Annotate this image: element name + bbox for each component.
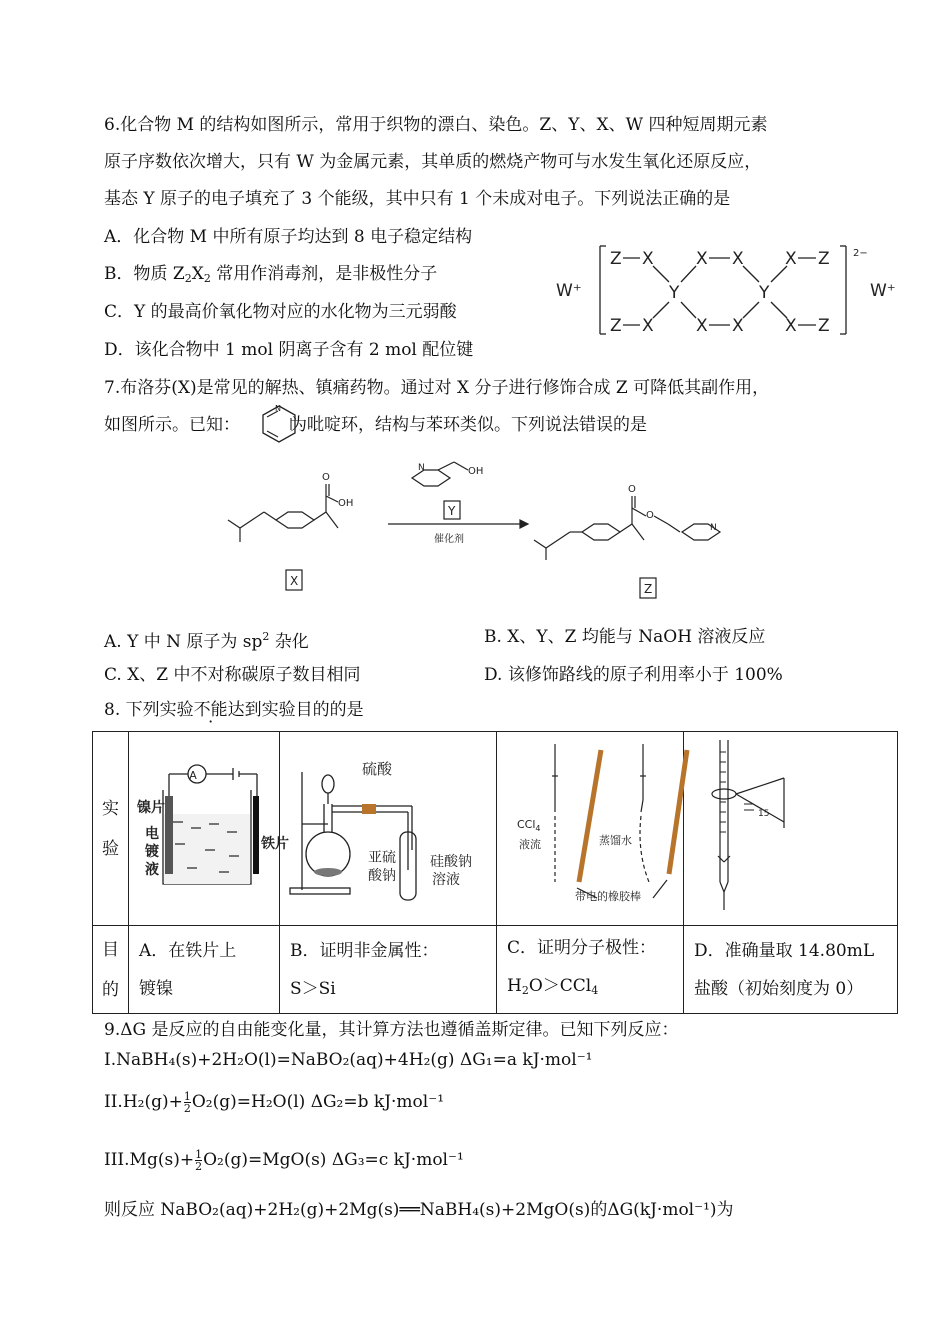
pyridine-ring-icon [256,402,302,446]
purpose-c: C．证明分子极性： $H_2O>CCl_4$ [497,926,684,1014]
svg-text:硫酸: 硫酸 [362,760,393,778]
svg-text:OH: OH [338,498,354,509]
catalyst-label: 催化剂 [434,534,464,545]
q7-stem-line2: 如图所示。已知： 为吡啶环，结构与苯环类似。下列说法错误的是 [104,415,647,435]
cation-right: W⁺ [870,281,896,301]
svg-text:N: N [710,523,717,533]
q7-stem-line1: 7.布洛芬(X)是常见的解热、镇痛药物。通过对 X 分子进行修饰合成 Z 可降低其副作用， [104,378,770,398]
svg-text:X: X [696,249,708,269]
figure-b-acid-strength [280,732,497,926]
purpose-a: A．在铁片上 镀镍 [129,926,280,1014]
svg-text:硅酸钠: 硅酸钠 [430,854,472,870]
q9-reaction-1: I.NaBH₄(s)+2H₂O(l)=NaBO₂(aq)+4H₂(g) ΔG₁=a kJ·mol⁻¹ [104,1050,593,1070]
svg-text:Y: Y [759,283,770,303]
row-header-purpose: 目 的 [93,926,129,1014]
svg-text:溶液: 溶液 [432,872,460,888]
svg-text:X: X [785,316,797,336]
svg-text:X: X [785,249,797,269]
svg-text:A: A [189,769,197,782]
label-y: Y [448,504,456,518]
svg-text:OH: OH [468,466,484,477]
svg-text:Z: Z [610,249,622,269]
figure-a-electroplating [129,732,289,926]
q7-option-d: D. 该修饰路线的原子利用率小于 100% [484,665,783,685]
svg-text:O: O [322,472,330,483]
svg-text:N: N [275,404,281,413]
svg-text:镍片: 镍片 [137,800,165,816]
svg-text:X: X [642,249,654,269]
q6-anion-structure [550,238,910,338]
svg-text:N: N [418,463,425,473]
q6-option-b: B．物质 $Z_2X_2$ 常用作消毒剂，是非极性分子 [104,264,438,285]
cation-left: W⁺ [556,281,582,301]
q7-reaction-scheme [222,450,742,600]
label-x: X [290,574,299,588]
svg-text:电: 电 [145,826,159,842]
q6-stem-line2: 原子序数依次增大，只有 W 为金属元素，其单质的燃烧产物可与水发生氧化还原反应， [104,152,762,172]
q9-reaction-2: II.H₂(g)+ $\frac{1}{2}$ O₂(g)=H₂O(l) ΔG₂=b kJ·mol⁻¹ [104,1090,445,1115]
row-header-experiment: 实 验 [93,732,129,926]
q6-option-d: D．该化合物中 1 mol 阴离子含有 2 mol 配位键 [104,340,474,360]
svg-text:O: O [628,484,636,495]
svg-text:CCl4: CCl$_4$ [517,818,541,833]
q6-option-a: A．化合物 M 中所有原子均达到 8 电子稳定结构 [104,227,473,247]
svg-text:液: 液 [145,862,159,878]
figure-c-polarity [497,732,684,926]
q7-option-c: C. X、Z 中不对称碳原子数目相同 [104,665,361,685]
svg-text:X: X [696,316,708,336]
svg-text:X: X [732,249,744,269]
svg-text:Z: Z [818,249,830,269]
svg-text:X: X [732,316,744,336]
q7-option-a: A. Y 中 N 原子为 $sp^2$ 杂化 [104,630,309,652]
charge-label: 2− [853,248,868,259]
svg-text:Y: Y [669,283,680,303]
q6-option-c: C．Y 的最高价氧化物对应的水化物为三元弱酸 [104,302,457,322]
q9-reaction-3: III.Mg(s)+ $\frac{1}{2}$ O₂(g)=MgO(s) ΔG₃=c kJ·mol⁻¹ [104,1148,464,1173]
q8-experiment-table [92,731,898,1014]
figure-d-burette [684,732,898,926]
q9-question: 则反应 NaBO₂(aq)+2H₂(g)+2Mg(s)══NaBH₄(s)+2MgO(s)的ΔG(kJ·mol⁻¹)为 [104,1200,734,1220]
q8-stem: 8. 下列实验不能达到实验目的的是 [104,700,364,720]
q6-stem-line1: 6.化合物 M 的结构如图所示，常用于织物的漂白、染色。Z、Y、X、W 四种短周期元素 [104,115,768,135]
svg-text:铁片: 铁片 [261,836,289,852]
svg-text:亚硫: 亚硫 [368,850,396,866]
purpose-b: B．证明非金属性： S＞Si [280,926,497,1014]
svg-text:酸钠: 酸钠 [368,868,396,884]
svg-text:Z: Z [610,316,622,336]
svg-text:O: O [646,510,654,521]
q7-option-b: B. X、Y、Z 均能与 NaOH 溶液反应 [484,627,766,647]
q6-stem-line3: 基态 Y 原子的电子填充了 3 个能级，其中只有 1 个未成对电子。下列说法正确的是 [104,189,731,209]
q9-stem: 9.ΔG 是反应的自由能变化量，其计算方法也遵循盖斯定律。已知下列反应： [104,1020,679,1040]
svg-text:镀: 镀 [145,844,159,860]
svg-text:15: 15 [758,809,770,819]
label-z: Z [644,582,653,596]
purpose-d: D．准确量取 14.80mL 盐酸（初始刻度为 0） [684,926,898,1014]
svg-text:X: X [642,316,654,336]
svg-text:Z: Z [818,316,830,336]
svg-text:蒸馏水: 蒸馏水 [599,834,632,847]
svg-text:带电的橡胶棒: 带电的橡胶棒 [575,890,641,903]
svg-text:液流: 液流 [519,838,541,851]
